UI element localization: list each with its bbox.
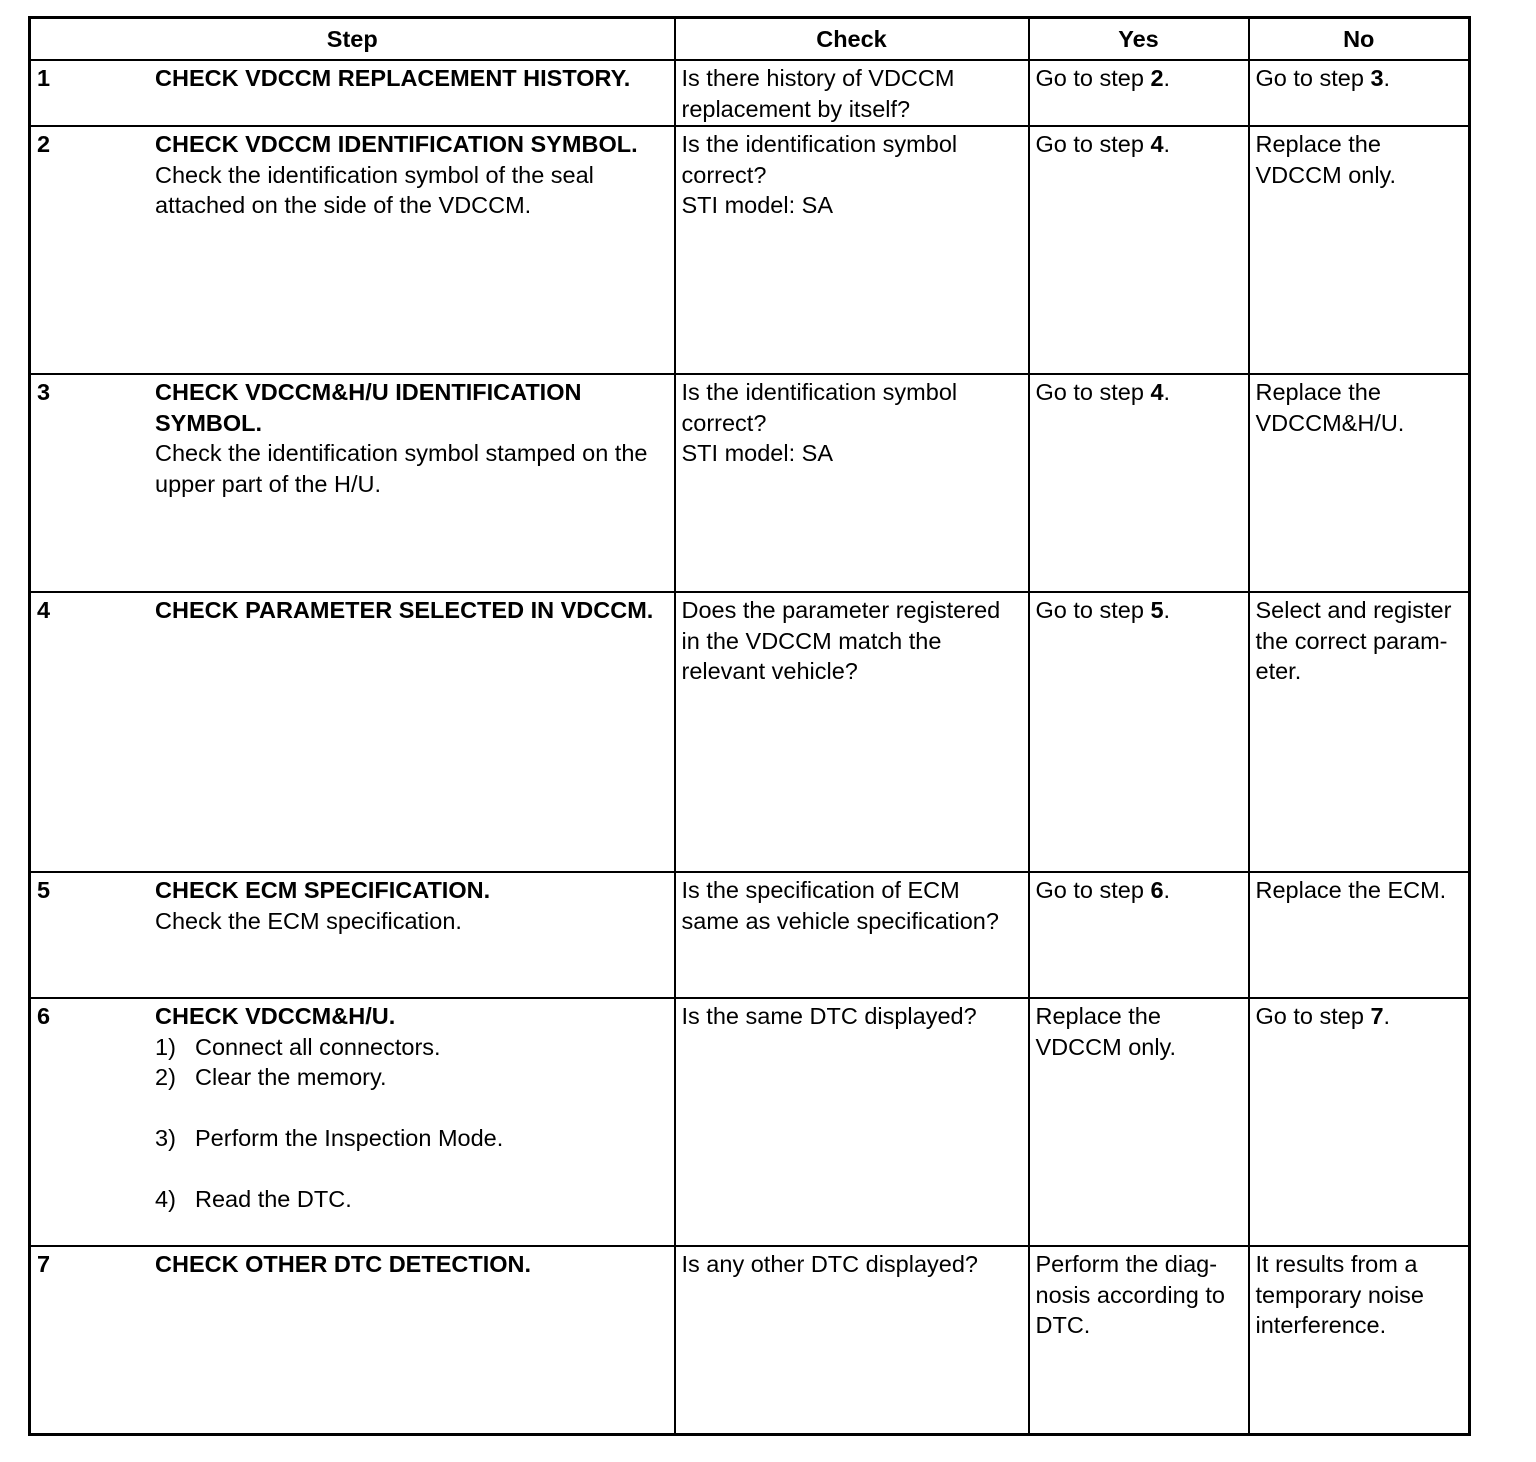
check-spec: STI model: SA	[681, 440, 833, 466]
check-cell	[675, 126, 1029, 374]
check-cell	[675, 872, 1029, 998]
no-suffix: .	[1383, 65, 1391, 91]
step-cell	[30, 872, 675, 998]
check-cell	[675, 592, 1029, 872]
no-text: Select and register the correct param-eter.	[1255, 597, 1452, 684]
yes-cell	[1029, 126, 1249, 374]
yes-cell	[1029, 998, 1249, 1246]
no-suffix: .	[1383, 1003, 1391, 1029]
step-title: CHECK ECM SPECIFICATION.	[155, 877, 491, 903]
step-title: CHECK VDCCM&H/U IDENTIFICATION SYMBOL.	[155, 379, 582, 436]
substep-item	[155, 1184, 668, 1215]
no-cell	[1249, 60, 1470, 126]
check-text: Is the specification of ECM same as vehicle specification?	[681, 877, 999, 934]
step-number: 1	[37, 65, 51, 91]
step-title: CHECK PARAMETER SELECTED IN VDCCM.	[155, 597, 654, 623]
step-description: Check the identification symbol of the seal attached on the side of the VDCCM.	[155, 161, 594, 218]
check-text: Is the identification symbol correct?	[681, 379, 958, 436]
no-step-ref: 7	[1370, 1003, 1384, 1029]
yes-suffix: .	[1163, 597, 1171, 623]
step-number: 4	[37, 597, 51, 623]
header-step: Step	[30, 18, 675, 61]
yes-prefix: Go to step	[1035, 131, 1151, 157]
yes-cell	[1029, 1246, 1249, 1435]
yes-text	[1030, 593, 1248, 626]
check-text: Does the parameter registered in the VDCCM match the relevant vehicle?	[681, 597, 1001, 684]
yes-suffix: .	[1163, 131, 1171, 157]
step-number: 6	[37, 1003, 51, 1029]
table-row	[30, 592, 1470, 872]
step-number: 3	[37, 379, 51, 405]
table-row	[30, 60, 1470, 126]
no-prefix: Go to step	[1255, 1003, 1371, 1029]
no-cell	[1249, 374, 1470, 592]
substep-text: Perform the Inspection Mode.	[195, 1125, 504, 1151]
substep-text: Clear the memory.	[195, 1064, 387, 1090]
substep-number: 1)	[155, 1033, 176, 1060]
yes-text	[1030, 375, 1248, 408]
substep-item	[155, 1032, 668, 1063]
check-text: Is any other DTC displayed?	[681, 1251, 979, 1277]
yes-text	[1030, 127, 1248, 160]
yes-step-ref: 4	[1150, 379, 1164, 405]
no-text	[1250, 999, 1469, 1032]
no-cell	[1249, 872, 1470, 998]
step-number: 7	[37, 1251, 51, 1277]
step-title: CHECK VDCCM REPLACEMENT HISTORY.	[155, 65, 631, 91]
step-cell	[30, 60, 675, 126]
check-spec: STI model: SA	[681, 192, 833, 218]
no-prefix: Go to step	[1255, 65, 1371, 91]
no-cell	[1249, 592, 1470, 872]
yes-text: Perform the diag-nosis according to DTC.	[1035, 1251, 1225, 1338]
substep-text: Read the DTC.	[195, 1186, 352, 1212]
step-number: 2	[37, 131, 51, 157]
diagnostic-procedure-page	[28, 16, 1470, 1436]
yes-step-ref: 2	[1150, 65, 1164, 91]
yes-cell	[1029, 872, 1249, 998]
check-cell	[675, 1246, 1029, 1435]
yes-suffix: .	[1163, 65, 1171, 91]
yes-prefix: Go to step	[1035, 877, 1151, 903]
table-header-row	[30, 18, 1470, 61]
no-cell	[1249, 1246, 1470, 1435]
check-cell	[675, 374, 1029, 592]
yes-step-ref: 6	[1150, 877, 1164, 903]
yes-prefix: Go to step	[1035, 597, 1151, 623]
header-no: No	[1249, 18, 1470, 61]
step-title: CHECK VDCCM IDENTIFICATION SYMBOL.	[155, 131, 638, 157]
no-text: It results from a temporary noise interference.	[1255, 1251, 1424, 1338]
step-cell	[30, 998, 675, 1246]
no-cell	[1249, 998, 1470, 1246]
step-cell	[30, 374, 675, 592]
substep-number: 3)	[155, 1125, 176, 1151]
yes-text: Replace the VDCCM only.	[1035, 1003, 1177, 1060]
step-cell	[30, 592, 675, 872]
check-cell	[675, 60, 1029, 126]
header-check: Check	[675, 18, 1029, 61]
yes-text	[1030, 61, 1248, 94]
table-row	[30, 374, 1470, 592]
step-cell	[30, 126, 675, 374]
table-row	[30, 998, 1470, 1246]
table-row	[30, 126, 1470, 374]
yes-step-ref: 4	[1150, 131, 1164, 157]
yes-text	[1030, 873, 1248, 906]
yes-suffix: .	[1163, 877, 1171, 903]
yes-cell	[1029, 374, 1249, 592]
table-row	[30, 1246, 1470, 1435]
check-text: Is the identification symbol correct?	[681, 131, 958, 188]
substep-item	[155, 1062, 668, 1093]
substep-number: 4)	[155, 1186, 176, 1212]
yes-prefix: Go to step	[1035, 65, 1151, 91]
substep-text: Connect all connectors.	[195, 1033, 441, 1060]
no-text: Replace the VDCCM&H/U.	[1255, 379, 1405, 436]
table-row	[30, 872, 1470, 998]
no-text: Replace the ECM.	[1255, 877, 1447, 903]
substep-item	[155, 1123, 668, 1154]
check-cell	[675, 998, 1029, 1246]
yes-prefix: Go to step	[1035, 379, 1151, 405]
no-text	[1250, 61, 1469, 94]
step-description: Check the identification symbol stamped on the upper part of the H/U.	[155, 440, 648, 497]
step-title: CHECK VDCCM&H/U.	[155, 1003, 396, 1029]
yes-cell	[1029, 592, 1249, 872]
no-text: Replace the VDCCM only.	[1255, 131, 1397, 188]
step-description: Check the ECM specification.	[155, 907, 462, 934]
yes-suffix: .	[1163, 379, 1171, 405]
yes-step-ref: 5	[1150, 597, 1164, 623]
check-text: Is the same DTC displayed?	[681, 1003, 977, 1029]
step-number: 5	[37, 877, 51, 903]
substep-number: 2)	[155, 1064, 176, 1090]
diagnostic-steps-table	[28, 16, 1471, 1436]
no-cell	[1249, 126, 1470, 374]
yes-cell	[1029, 60, 1249, 126]
check-text: Is there history of VDCCM replacement by itself?	[681, 65, 955, 122]
no-step-ref: 3	[1370, 65, 1384, 91]
header-yes: Yes	[1029, 18, 1249, 61]
step-cell	[30, 1246, 675, 1435]
step-title: CHECK OTHER DTC DETECTION.	[155, 1251, 531, 1277]
